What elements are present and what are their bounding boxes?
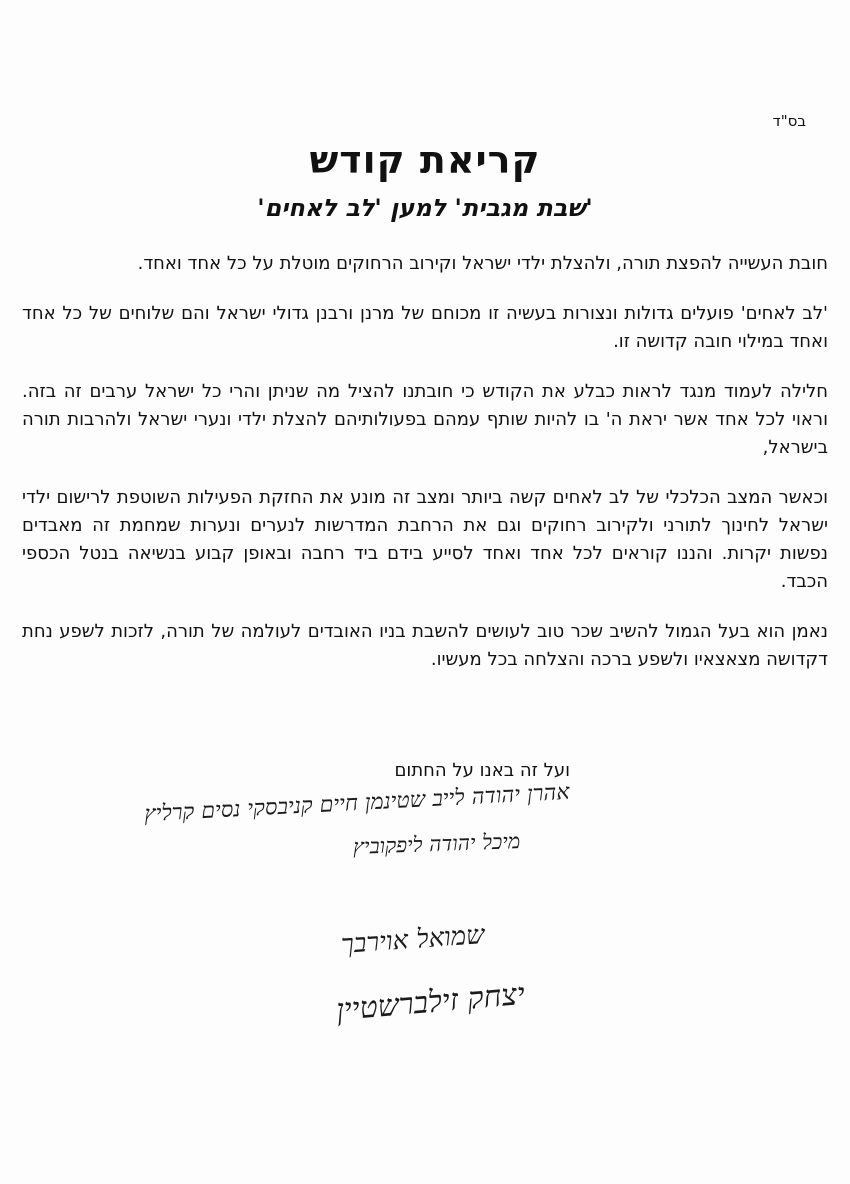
signature: מיכל יהודה ליפקוביץ <box>352 829 521 859</box>
signature: יצחק זילברשטיין <box>334 976 527 1029</box>
signature: שמואל אוירבך <box>340 920 486 960</box>
letter-body <box>22 250 828 696</box>
paragraph: חובת העשייה להפצת תורה, ולהצלת ילדי ישראל וקירוב הרחוקים מוטלת על כל אחד ואחד. <box>137 253 828 274</box>
paragraph: וכאשר המצב הכלכלי של לב לאחים קשה ביותר ומצב זה מונע את החזקת הפעילות השוטפת לרישום ילדי ישראל לחינוך לתורני ולקירוב רחוקים וגם את הרחבת המדרשות לנערים ונערות שמחמת זה מאבדים נפשות יקרות. והננו קוראים לכל אחד ואחד לסייע בידם ביד רחבה ובאופן קבוע בנשיאה בנטל הכספי הכבד. <box>22 487 828 592</box>
closing-line: ועל זה באנו על החתום <box>394 760 570 781</box>
bsd-header: בס"ד <box>772 112 806 130</box>
document-subtitle: 'שבת מגבית' למען 'לב לאחים' <box>257 194 593 222</box>
signature: אהרן יהודה לייב שטינמן חיים קניבסקי נסים קרליץ <box>143 779 571 828</box>
paragraph: 'לב לאחים' פועלים גדולות ונצורות בעשיה זו מכוחם של מרנן ורבנן גדולי ישראל והם שלוחים של כל אחד ואחד במילוי חובה קדושה זו. <box>22 303 828 352</box>
paragraph: חלילה לעמוד מנגד לראות כבלע את הקודש כי חובתנו להציל מה שניתן והרי כל ישראל ערבים זה בזה. וראוי לכל אחד אשר יראת ה' בו להיות שותף עמהם בפעולותיהם להצלת ילדי ונערי ישראל ולהרבות תורה בישראל, <box>22 381 828 458</box>
document-title: קריאת קודש <box>309 138 541 182</box>
paragraph: נאמן הוא בעל הגמול להשיב שכר טוב לעושים להשבת בניו האובדים לעולמה של תורה, לזכות לשפע נחת דקדושה מצאצאיו ולשפע ברכה והצלחה בכל מעשיו. <box>22 621 828 670</box>
